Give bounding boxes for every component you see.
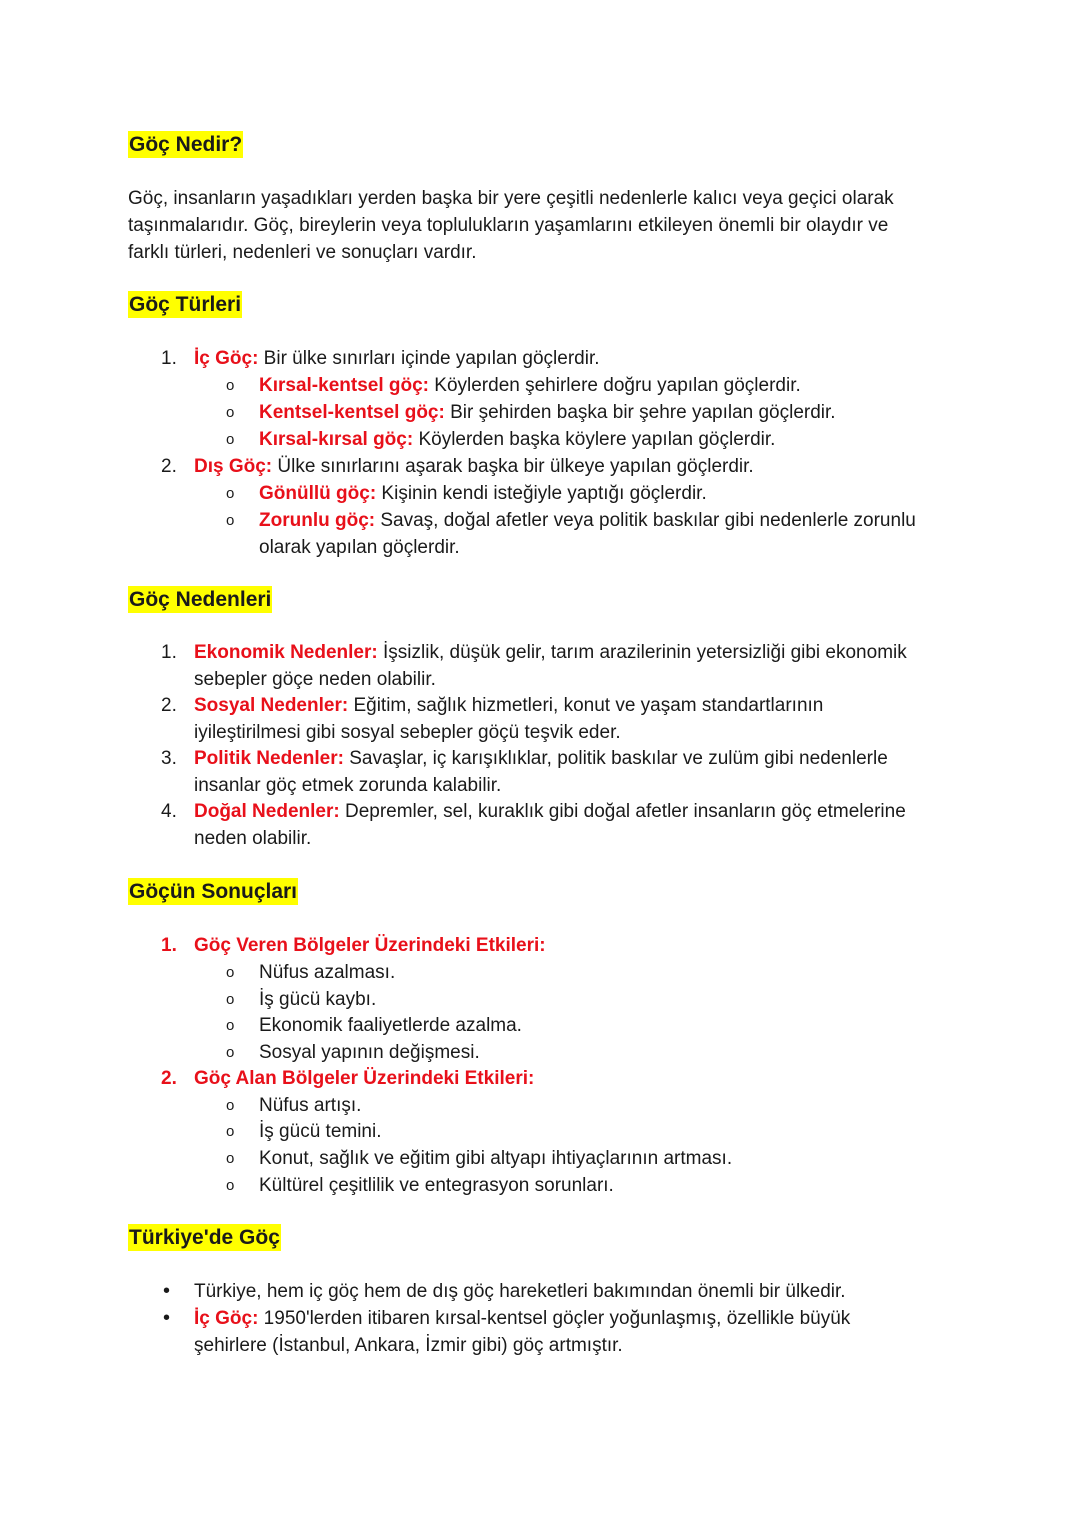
list-number: 2.: [161, 456, 177, 477]
item-text: Eğitim, sağlık hizmetleri, konut ve yaşam standartlarının: [348, 695, 824, 716]
paragraph-line: farklı türleri, nedenleri ve sonuçları vardır.: [128, 242, 477, 263]
term: Ekonomik Nedenler:: [194, 642, 378, 663]
term: Gönüllü göç:: [259, 483, 377, 504]
heading-goc-nedir: Göç Nedir?: [129, 133, 243, 156]
term: Doğal Nedenler:: [194, 801, 340, 822]
item-text: Kişinin kendi isteğiyle yaptığı göçlerdir.: [376, 483, 707, 504]
subheading: Göç Veren Bölgeler Üzerindeki Etkileri:: [194, 935, 546, 956]
term: Politik Nedenler:: [194, 748, 344, 769]
item-text: Ülke sınırlarını aşarak başka bir ülkeye yapılan göçlerdir.: [272, 456, 754, 477]
bullet-circle-icon: o: [226, 964, 235, 981]
term: İç Göç:: [194, 1308, 259, 1329]
list-number: 2.: [161, 1068, 177, 1089]
item-text: Konut, sağlık ve eğitim gibi altyapı ihtiyaçlarının artması.: [259, 1148, 733, 1169]
item-text: Nüfus artışı.: [259, 1095, 362, 1116]
item-text: Savaşlar, iç karışıklıklar, politik baskılar ve zulüm gibi nedenlerle: [343, 748, 888, 769]
list-number: 2.: [161, 695, 177, 716]
list-number: 1.: [161, 348, 177, 369]
heading-goc-turleri: Göç Türleri: [129, 293, 242, 316]
list-number: 1.: [161, 642, 177, 663]
bullet-circle-icon: o: [226, 485, 235, 502]
heading-gocun-sonuclari: Göçün Sonuçları: [129, 880, 298, 903]
paragraph-line: Göç, insanların yaşadıkları yerden başka bir yere çeşitli nedenlerle kalıcı veya geçici olarak: [128, 188, 894, 209]
item-text: Bir ülke sınırları içinde yapılan göçlerdir.: [258, 348, 600, 369]
term: Dış Göç:: [194, 456, 273, 477]
item-text: Köylerden başka köylere yapılan göçlerdir.: [413, 429, 776, 450]
bullet-circle-icon: o: [226, 1177, 235, 1194]
heading-turkiyede-goc: Türkiye'de Göç: [129, 1226, 280, 1249]
item-text: Türkiye, hem iç göç hem de dış göç hareketleri bakımından önemli bir ülkedir.: [194, 1281, 846, 1302]
item-text: Bir şehirden başka bir şehre yapılan göçlerdir.: [444, 402, 836, 423]
bullet-circle-icon: o: [226, 1123, 235, 1140]
item-text: İşsizlik, düşük gelir, tarım arazilerinin yetersizliği gibi ekonomik: [377, 642, 907, 663]
bullet-circle-icon: o: [226, 991, 235, 1008]
item-text: İş gücü kaybı.: [259, 989, 377, 1010]
bullet-circle-icon: o: [226, 1150, 235, 1167]
list-number: 4.: [161, 801, 177, 822]
item-text-continued: iyileştirilmesi gibi sosyal sebepler göçü teşvik eder.: [194, 722, 621, 743]
item-text: Sosyal yapının değişmesi.: [259, 1042, 480, 1063]
bullet-circle-icon: o: [226, 1044, 235, 1061]
bullet-circle-icon: o: [226, 404, 235, 421]
item-text-continued: olarak yapılan göçlerdir.: [259, 537, 460, 558]
item-text: Nüfus azalması.: [259, 962, 396, 983]
list-number: 3.: [161, 748, 177, 769]
term: Kırsal-kırsal göç:: [259, 429, 414, 450]
term: İç Göç:: [194, 348, 259, 369]
item-text-continued: şehirlere (İstanbul, Ankara, İzmir gibi) göç artmıştır.: [194, 1335, 623, 1356]
item-text: İş gücü temini.: [259, 1121, 382, 1142]
item-text: Ekonomik faaliyetlerde azalma.: [259, 1015, 522, 1036]
term: Kırsal-kentsel göç:: [259, 375, 429, 396]
bullet-dot-icon: •: [163, 1307, 171, 1329]
heading-goc-nedenleri: Göç Nedenleri: [129, 588, 272, 611]
bullet-circle-icon: o: [226, 1017, 235, 1034]
term: Zorunlu göç:: [259, 510, 376, 531]
bullet-dot-icon: •: [163, 1280, 171, 1302]
bullet-circle-icon: o: [226, 377, 235, 394]
item-text-continued: insanlar göç etmek zorunda kalabilir.: [194, 775, 502, 796]
item-text: Kültürel çeşitlilik ve entegrasyon sorunları.: [259, 1175, 614, 1196]
bullet-circle-icon: o: [226, 512, 235, 529]
bullet-circle-icon: o: [226, 431, 235, 448]
term: Kentsel-kentsel göç:: [259, 402, 445, 423]
term: Sosyal Nedenler:: [194, 695, 349, 716]
item-text: Savaş, doğal afetler veya politik baskılar gibi nedenlerle zorunlu: [375, 510, 916, 531]
paragraph-line: taşınmalarıdır. Göç, bireylerin veya toplulukların yaşamlarını etkileyen önemli bir olaydır ve: [128, 215, 889, 236]
item-text: Depremler, sel, kuraklık gibi doğal afetler insanların göç etmelerine: [339, 801, 906, 822]
list-number: 1.: [161, 935, 177, 956]
item-text-continued: sebepler göçe neden olabilir.: [194, 669, 436, 690]
subheading: Göç Alan Bölgeler Üzerindeki Etkileri:: [194, 1068, 535, 1089]
item-text: Köylerden şehirlere doğru yapılan göçlerdir.: [429, 375, 801, 396]
item-text-continued: neden olabilir.: [194, 828, 312, 849]
item-text: 1950'lerden itibaren kırsal-kentsel göçler yoğunlaşmış, özellikle büyük: [258, 1308, 851, 1329]
bullet-circle-icon: o: [226, 1097, 235, 1114]
